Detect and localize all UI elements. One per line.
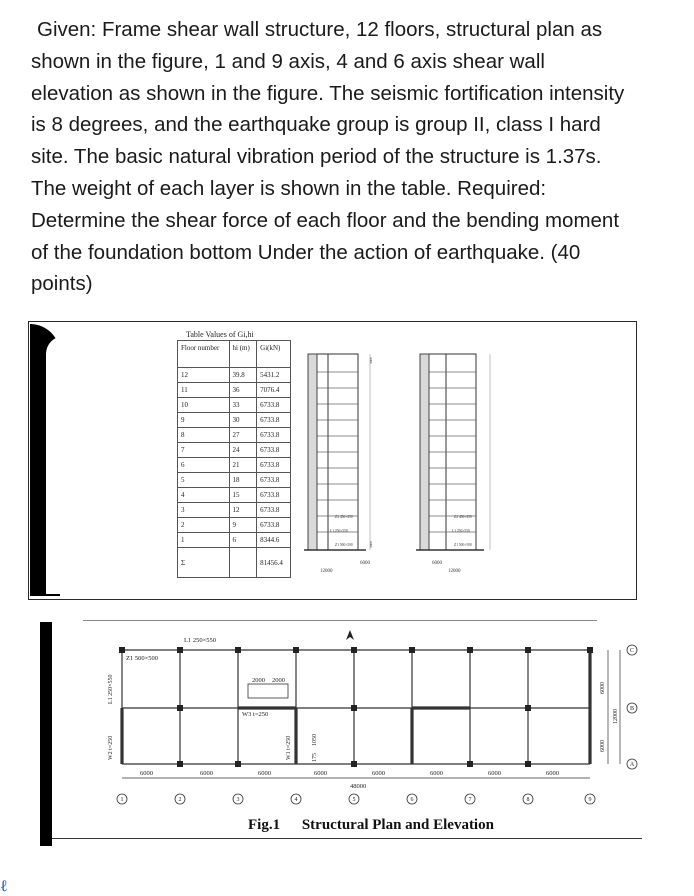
elevation-2-total: 12000 [448, 569, 461, 574]
table-row [178, 443, 291, 458]
figure-title: Structural Plan and Elevation [301, 817, 494, 833]
plan-total-dim: 48000 [350, 783, 367, 790]
scan-edge-bar-bottom [40, 622, 52, 846]
table-cell-floor: 4 [178, 488, 230, 503]
table-row [178, 533, 291, 548]
table-cell-g: 7076.4 [257, 383, 291, 398]
table-row [178, 383, 291, 398]
axis-label-1: 1 [120, 797, 124, 803]
table-cell-floor: 12 [178, 368, 230, 383]
table-row [178, 428, 291, 443]
table-row [178, 413, 291, 428]
table-cell-g: 6733.8 [257, 458, 291, 473]
table-cell-floor: 11 [178, 383, 230, 398]
weights-table-caption: Table Values of Gi,hi [186, 330, 254, 339]
plan-bay-7: 6000 [488, 770, 501, 777]
table-cell-g: 6733.8 [257, 428, 291, 443]
axis-label-8: 8 [526, 797, 530, 803]
elevation-axis-4-6 [412, 350, 512, 580]
weights-table [177, 340, 291, 578]
table-cell-h: 27 [229, 428, 257, 443]
axis-label-c: C [629, 648, 635, 654]
plan-beam-left-label: L1 250×550 [108, 674, 114, 704]
plan-right-dim-total: 12000 [613, 709, 619, 724]
axis-label-9: 9 [588, 797, 592, 803]
plan-beam-label: L1 250×550 [184, 637, 217, 644]
plan-bay-4: 6000 [314, 770, 327, 777]
elevation-1-beam-label: L1 250×550 [330, 529, 348, 533]
table-cell-floor: 10 [178, 398, 230, 413]
table-cell-h: 21 [229, 458, 257, 473]
elevation-2-z1-label: Z1 500×500 [454, 543, 472, 547]
table-cell-h: 33 [229, 398, 257, 413]
plan-dim-1050: 1050 [312, 734, 318, 746]
table-cell-g: 6733.8 [257, 413, 291, 428]
header-floor: Floor number [178, 341, 230, 368]
elevation-2-col-label: Z2 450×450 [454, 515, 472, 519]
plan-right-dim-mid: 6000 [600, 740, 606, 752]
table-cell-g: 6733.8 [257, 473, 291, 488]
table-cell-h: 15 [229, 488, 257, 503]
elevation-1-total: 12000 [320, 569, 333, 574]
axis-label-3: 3 [236, 797, 240, 803]
plan-bay-3: 6000 [258, 770, 271, 777]
table-header-row [178, 341, 291, 368]
edit-hint-icon[interactable]: ℓ [0, 876, 8, 895]
table-cell-g: 5431.2 [257, 368, 291, 383]
table-cell-floor: 6 [178, 458, 230, 473]
structural-plan [100, 628, 640, 818]
table-row [178, 368, 291, 383]
axis-label-7: 7 [468, 797, 472, 803]
plan-opening-a: 2000 [252, 677, 265, 684]
problem-text: Given: Frame shear wall structure, 12 floors, structural plan as shown in the figure, 1 and 9 axis, 4 and 6 axis shear wall elevation as shown in the figure. The seismic fortification intensity is 8 degrees, and the earthquake group is group II, class I hard site. The basic natural vibration period of the structure is 1.37s. The weight of each layer is shown in the table. Required: Determine the shear force of each floor and the bending moment of the foundation bottom Under the action of earthquake. (40 points) [31, 18, 625, 296]
table-row [178, 398, 291, 413]
table-cell-g: 6733.8 [257, 443, 291, 458]
table-cell-floor: 3 [178, 503, 230, 518]
plan-opening-b: 2000 [272, 677, 285, 684]
table-sum-h [229, 548, 257, 578]
table-cell-h: 6 [229, 533, 257, 548]
axis-label-6: 6 [410, 797, 414, 803]
elevation-1-story-height: 3000 [369, 357, 373, 364]
elevation-2-span: 6000 [432, 561, 442, 566]
axis-label-5: 5 [352, 797, 356, 803]
table-row [178, 458, 291, 473]
elevation-axis-1-9 [300, 350, 395, 580]
table-cell-floor: 7 [178, 443, 230, 458]
elevation-2-beam-label: L1 250×550 [452, 529, 470, 533]
north-arrow-icon [346, 630, 354, 640]
header-height: hi (m) [229, 341, 257, 368]
figure-number: Fig.1 [248, 817, 281, 833]
plan-wall-w3-label: W3 t=250 [242, 711, 269, 718]
table-row [178, 503, 291, 518]
table-cell-h: 36 [229, 383, 257, 398]
table-cell-h: 39.8 [229, 368, 257, 383]
plan-top-rule [83, 620, 597, 621]
plan-axis-bubbles [117, 645, 637, 804]
axis-label-2: 2 [178, 797, 182, 803]
table-cell-floor: 2 [178, 518, 230, 533]
axis-label-b: B [629, 706, 635, 712]
elevation-1-span: 6000 [360, 561, 370, 566]
plan-wall-w1-label: W1 t=250 [286, 735, 292, 760]
plan-right-dim-top: 6000 [600, 682, 606, 694]
table-cell-g: 6733.8 [257, 488, 291, 503]
plan-dim-175: 175 [312, 753, 318, 762]
table-cell-h: 9 [229, 518, 257, 533]
table-cell-g: 6733.8 [257, 398, 291, 413]
table-cell-g: 6733.8 [257, 503, 291, 518]
plan-bay-5: 6000 [372, 770, 385, 777]
table-sum-label: Σ [178, 548, 230, 578]
table-row [178, 473, 291, 488]
plan-bay-8: 6000 [546, 770, 559, 777]
plan-bottom-rule [52, 838, 642, 839]
table-cell-h: 18 [229, 473, 257, 488]
table-sum-row [178, 548, 291, 578]
table-cell-floor: 5 [178, 473, 230, 488]
table-cell-floor: 1 [178, 533, 230, 548]
plan-bay-6: 6000 [430, 770, 443, 777]
problem-statement [31, 14, 631, 300]
table-cell-g: 6733.8 [257, 518, 291, 533]
plan-bay-1: 6000 [140, 770, 153, 777]
table-row [178, 518, 291, 533]
table-cell-h: 12 [229, 503, 257, 518]
elevation-1-z1-label: Z1 500×500 [335, 543, 353, 547]
plan-bay-2: 6000 [200, 770, 213, 777]
plan-column-label: Z1 500×500 [126, 655, 159, 662]
table-sum-g: 81456.4 [257, 548, 291, 578]
table-cell-floor: 8 [178, 428, 230, 443]
table-cell-g: 8344.6 [257, 533, 291, 548]
axis-label-4: 4 [294, 797, 298, 803]
table-row [178, 488, 291, 503]
header-weight: Gi(kN) [257, 341, 291, 368]
plan-wall-w2-label: W2 t=250 [108, 735, 114, 760]
figure-caption [248, 817, 494, 834]
scan-edge-bar [30, 324, 60, 596]
table-cell-h: 24 [229, 443, 257, 458]
axis-label-a: A [629, 762, 635, 768]
elevation-1-col-label: Z2 450×450 [335, 515, 353, 519]
elevation-1-base-height: 3800 [369, 541, 373, 548]
table-cell-h: 30 [229, 413, 257, 428]
table-cell-floor: 9 [178, 413, 230, 428]
